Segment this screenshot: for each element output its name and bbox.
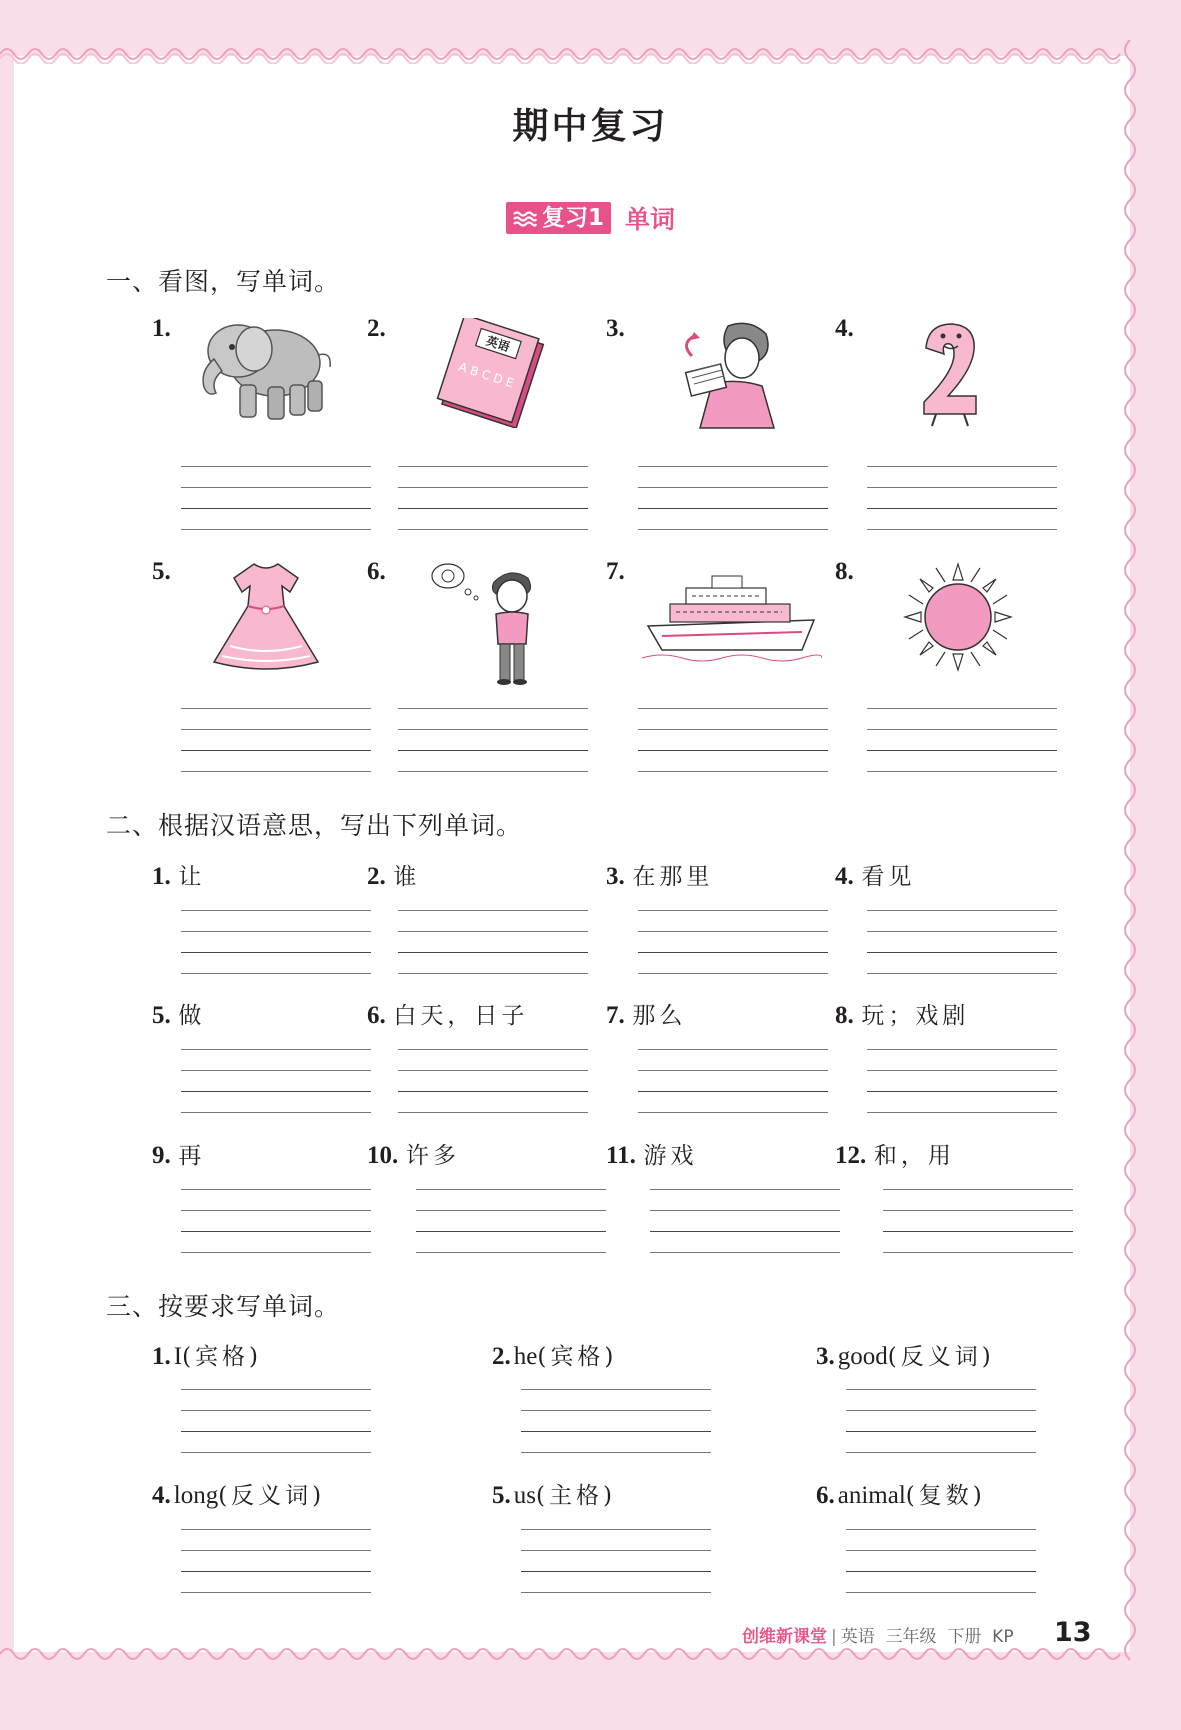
word-item-6 [367,997,528,1030]
item-prompt: 许多 [405,1143,460,1169]
item-number: 2. [492,1343,511,1370]
item-word: animal [837,1482,906,1509]
picture-item-4 [835,314,854,343]
footer-grade: 三年级 [885,1627,937,1647]
item-number: 3. [606,863,625,890]
item-prompt: 让 [178,864,206,890]
item-prompt: 谁 [393,864,421,890]
footer-term: 下册 [947,1627,982,1647]
answer-lines[interactable] [398,466,588,530]
item-note: (复数) [905,1483,986,1509]
item-word: long [173,1482,219,1509]
banner-label-box [506,202,611,234]
item-number: 6. [367,1002,386,1029]
word-item-10 [367,1137,460,1170]
answer-lines[interactable] [181,708,371,772]
item-number: 1. [152,1343,171,1370]
word-item-8 [835,997,969,1030]
item-number: 12. [835,1142,867,1169]
elephant-icon [190,315,340,425]
answer-lines[interactable] [398,1049,588,1113]
book-picture [432,318,552,428]
section-2-heading: 二、根据汉语意思，写出下列单词。 [106,811,523,840]
answer-lines[interactable] [181,466,371,530]
word-item-1 [152,858,205,891]
boy-thinking-icon [430,560,550,690]
answer-lines[interactable] [416,1189,606,1253]
item-prompt: 白天，日子 [393,1003,529,1029]
item-word: I [173,1343,183,1370]
item-note: (宾格) [537,1344,618,1370]
item-number: 4. [152,1482,171,1509]
banner-label: 复习1 [541,205,604,231]
top-wave-border [0,40,1181,64]
answer-lines[interactable] [867,708,1057,772]
item-prompt: 那么 [632,1003,687,1029]
item-number: 4. [835,863,854,890]
answer-lines[interactable] [638,708,828,772]
item-prompt: 再 [178,1143,206,1169]
review-banner [0,200,1181,236]
item-number: 11. [606,1142,636,1169]
section-3-heading: 三、按要求写单词。 [106,1292,341,1321]
item-prompt: 在那里 [632,864,714,890]
item-word: he [513,1343,538,1370]
item-number: 3. [606,315,625,342]
answer-lines[interactable] [638,1049,828,1113]
word-item-7 [606,997,686,1030]
footer-subject: 英语 [840,1627,875,1647]
answer-lines[interactable] [846,1389,1036,1453]
form-item-5 [492,1477,616,1510]
item-number: 8. [835,558,854,585]
answer-lines[interactable] [181,910,371,974]
item-number: 5. [152,558,171,585]
answer-lines[interactable] [181,1529,371,1593]
word-item-9 [152,1137,205,1170]
answer-lines[interactable] [867,1049,1057,1113]
item-number: 8. [835,1002,854,1029]
item-prompt: 玩；戏剧 [861,1003,970,1029]
form-item-4 [152,1477,325,1510]
picture-item-2 [367,314,386,343]
answer-lines[interactable] [883,1189,1073,1253]
picture-item-5 [152,557,171,586]
answer-lines[interactable] [398,708,588,772]
answer-lines[interactable] [867,910,1057,974]
answer-lines[interactable] [846,1529,1036,1593]
item-note: (主格) [535,1483,616,1509]
answer-lines[interactable] [521,1389,711,1453]
form-item-6 [816,1477,986,1510]
answer-lines[interactable] [398,910,588,974]
number-two-icon [916,318,986,430]
wave-icon [513,210,537,228]
section-1-heading: 一、看图，写单词。 [106,267,341,296]
item-number: 7. [606,1002,625,1029]
dress-icon [210,558,322,674]
form-item-1 [152,1338,262,1371]
ship-icon [642,566,822,666]
picture-item-8 [835,557,854,586]
item-number: 7. [606,558,625,585]
picture-item-1 [152,314,171,343]
boy-reading-icon [676,320,786,430]
answer-lines[interactable] [638,466,828,530]
item-word: us [513,1482,536,1509]
item-word: good [837,1343,888,1370]
item-note: (宾格) [182,1344,263,1370]
item-prompt: 做 [178,1003,206,1029]
word-item-4 [835,858,915,891]
answer-lines[interactable] [638,910,828,974]
sun-icon [903,562,1013,672]
item-number: 1. [152,315,171,342]
item-note: (反义词) [887,1344,995,1370]
right-wave-border [1116,40,1146,1680]
item-prompt: 看见 [861,864,916,890]
footer-separator: | [831,1627,837,1647]
item-number: 4. [835,315,854,342]
item-prompt: 和，用 [873,1143,955,1169]
page-title: 期中复习 [512,106,669,147]
item-number: 5. [492,1482,511,1509]
word-item-3 [606,858,713,891]
item-prompt: 游戏 [643,1143,698,1169]
item-number: 6. [816,1482,835,1509]
page-number: 13 [1054,1617,1092,1648]
item-number: 9. [152,1142,171,1169]
word-item-12 [835,1137,955,1170]
word-item-11 [606,1137,698,1170]
answer-lines[interactable] [181,1389,371,1453]
picture-item-7 [606,557,625,586]
book-title: 英语 [484,333,512,355]
item-number: 2. [367,315,386,342]
item-number: 5. [152,1002,171,1029]
answer-lines[interactable] [521,1529,711,1593]
item-note: (反义词) [218,1483,326,1509]
bottom-wave-border [0,1646,1181,1670]
picture-item-6 [367,557,386,586]
answer-lines[interactable] [867,466,1057,530]
book-letters: A B C D E [456,359,516,391]
banner-topic: 单词 [625,205,676,234]
footer-brand: 创维新课堂 [742,1627,827,1647]
answer-lines[interactable] [181,1049,371,1113]
item-number: 1. [152,863,171,890]
item-number: 10. [367,1142,399,1169]
item-number: 6. [367,558,386,585]
item-number: 3. [816,1343,835,1370]
word-item-2 [367,858,420,891]
answer-lines[interactable] [181,1189,371,1253]
page-footer [742,1622,1014,1647]
answer-lines[interactable] [650,1189,840,1253]
form-item-3 [816,1338,995,1371]
item-number: 2. [367,863,386,890]
footer-edition: KP [992,1627,1014,1647]
picture-item-3 [606,314,625,343]
form-item-2 [492,1338,617,1371]
word-item-5 [152,997,205,1030]
